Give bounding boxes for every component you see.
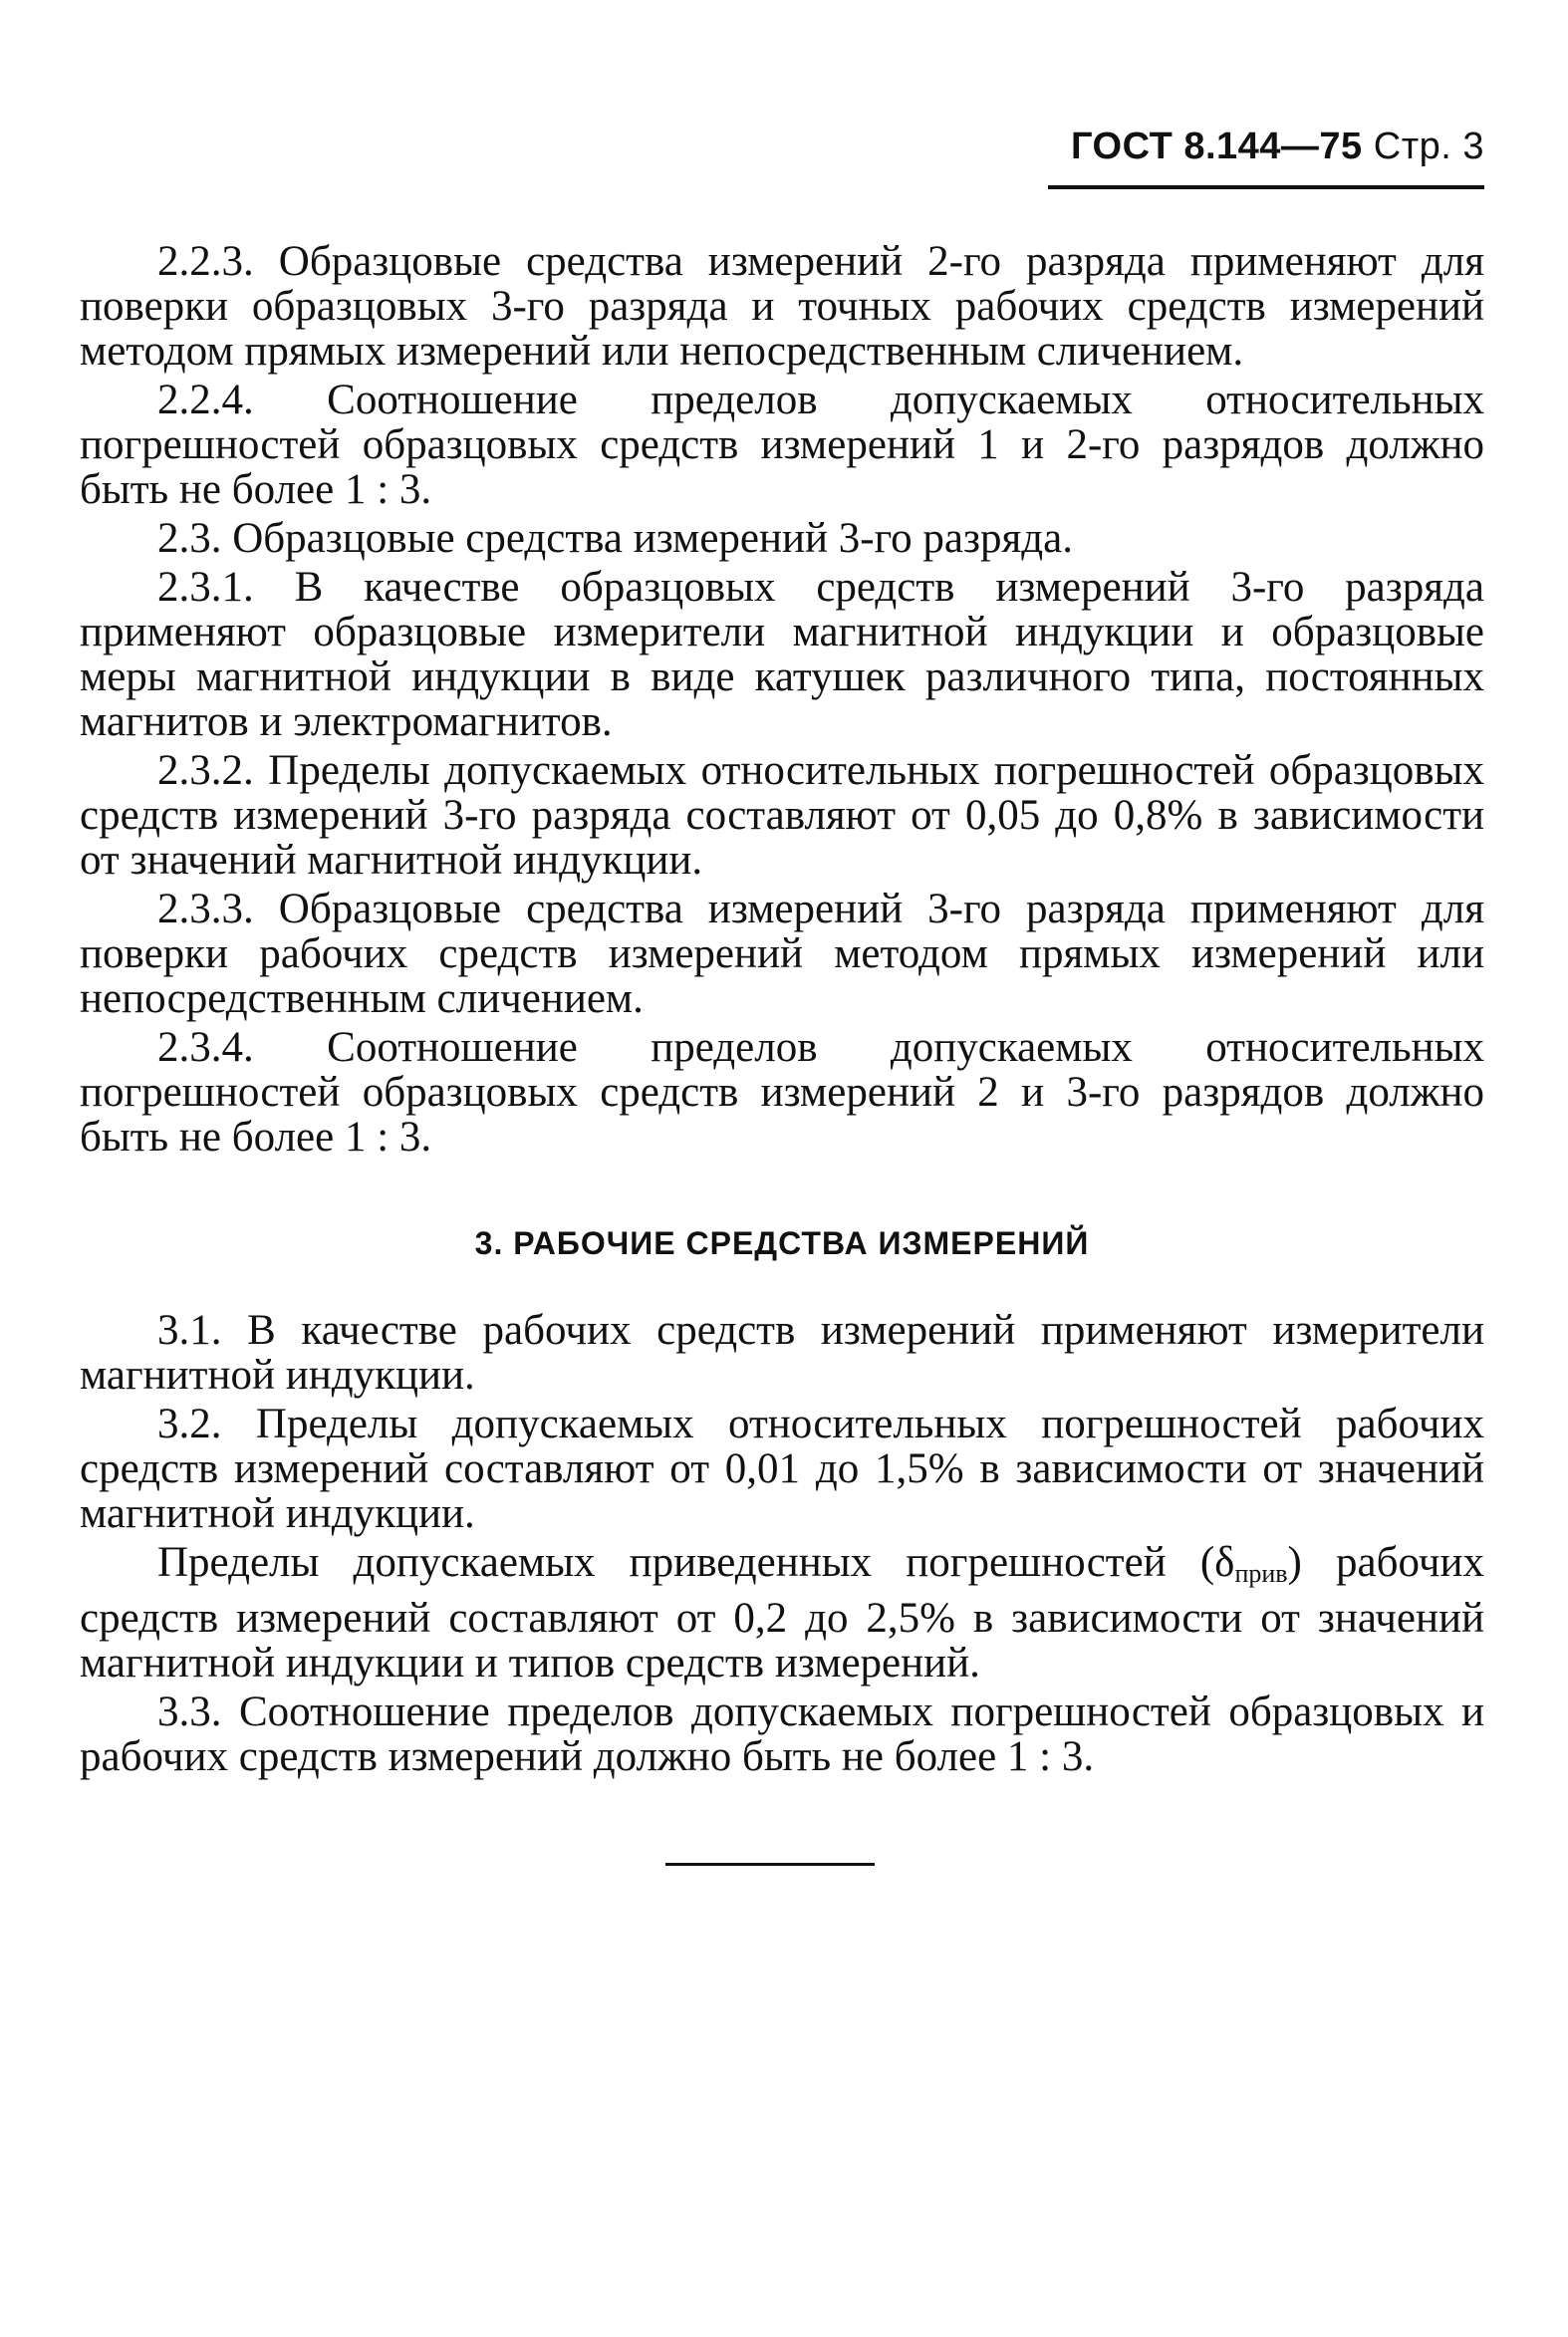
delta-subscript: прив [1234, 1559, 1288, 1588]
paragraph-2-3: 2.3. Образцовые средства измерений 3-го разряда. [157, 515, 1073, 562]
paragraph-2-2-4: 2.2.4. Соотношение пределов допускаемых относительных погрешностей образцовых средств измерений 1 и 2-го разрядов должно быть не более 1 : 3. [80, 377, 1484, 513]
document-id: ГОСТ 8.144—75 [1070, 126, 1363, 167]
end-divider [665, 1863, 875, 1866]
paragraph-2-3-1: 2.3.1. В качестве образцовых средств измерений 3-го разряда применяют образцовые измерители магнитной индукции и образцовые меры магнитной индукции в виде катушек различного типа, постоянных магнитов и электромагнитов. [80, 564, 1484, 745]
reduced-errors-text-end: ) рабочих средств измерений составляют от 0,2 до 2,5% в зависимости от значений магнитной индукции и типов средств измерений. [80, 1539, 1485, 1687]
paragraph-2-3-3: 2.3.3. Образцовые средства измерений 3-го разряда применяют для поверки рабочих средств измерений методом прямых измерений или непосредственным сличением. [80, 886, 1484, 1022]
page-header [1036, 126, 1484, 168]
paragraph-3-2: 3.2. Пределы допускаемых относительных погрешностей рабочих средств измерений составляют от 0,01 до 1,5% в зависимости от значений магнитной индукции. [80, 1401, 1484, 1537]
document-body [80, 239, 1484, 1783]
reduced-errors-text-start: Пределы допускаемых приведенных погрешностей (δ [157, 1539, 1235, 1586]
paragraph-2-3-4: 2.3.4. Соотношение пределов допускаемых относительных погрешностей образцовых средств измерений 2 и 3-го разрядов должно быть не более 1 : 3. [80, 1024, 1484, 1161]
paragraph-3-2-reduced-errors [80, 1540, 1484, 1686]
header-divider [1048, 185, 1484, 189]
paragraph-2-3-2: 2.3.2. Пределы допускаемых относительных погрешностей образцовых средств измерений 3-го разряда составляют от 0,05 до 0,8% в зависимости от значений магнитной индукции. [80, 747, 1484, 884]
page-number: Стр. 3 [1373, 126, 1484, 167]
section-title: 3. РАБОЧИЕ СРЕДСТВА ИЗМЕРЕНИЙ [474, 1225, 1090, 1261]
paragraph-2-2-3: 2.2.3. Образцовые средства измерений 2-го разряда применяют для поверки образцовых 3-го разряда и точных рабочих средств измерений методом прямых измерений или непосредственным сличением. [80, 238, 1484, 375]
paragraph-3-1: 3.1. В качестве рабочих средств измерений применяют измерители магнитной индукции. [80, 1307, 1484, 1399]
paragraph-3-3: 3.3. Соотношение пределов допускаемых погрешностей образцовых и рабочих средств измерений должно быть не более 1 : 3. [80, 1688, 1484, 1780]
